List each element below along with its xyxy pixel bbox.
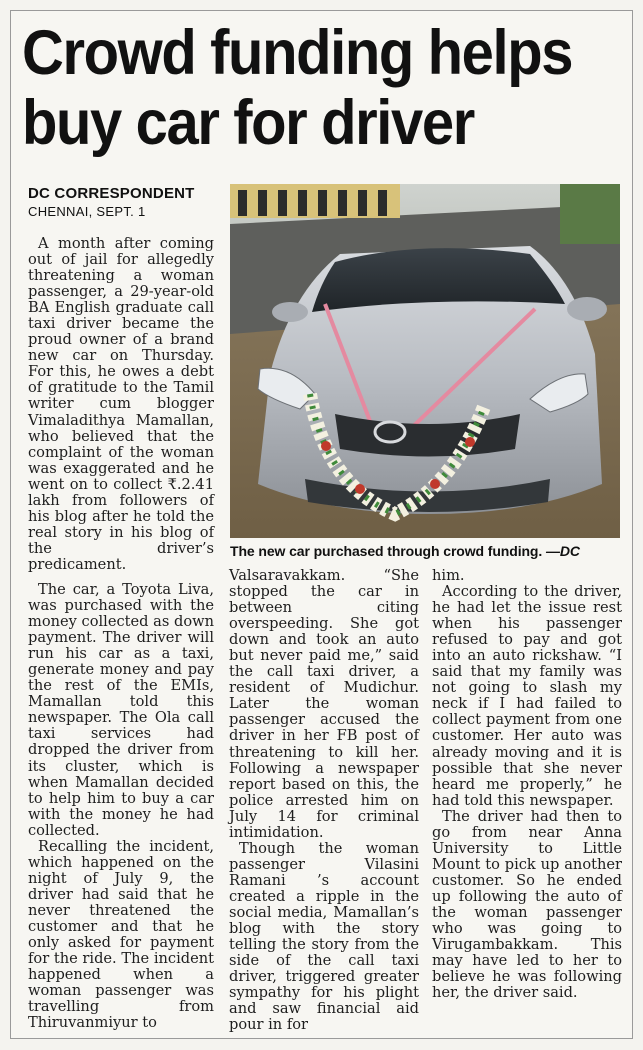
byline-name: DC CORRESPONDENT xyxy=(28,185,195,202)
column-2 xyxy=(229,568,419,1033)
caption-credit: —DC xyxy=(545,543,580,559)
headline-line-1: Crowd funding helps xyxy=(22,18,573,88)
headline xyxy=(22,18,583,158)
caption-text: The new car purchased through crowd funding. xyxy=(230,543,543,559)
headline-line-2: buy car for driver xyxy=(22,88,474,158)
byline-place: CHENNAI, SEPT. 1 xyxy=(28,204,146,219)
paragraph: Recalling the incident, which happened on the night of July 9, the driver had said that he never threatened the customer and that he only asked for payment for the ride. The incident happened when a woman passenger was travelling from Thiruvanmiyur to xyxy=(28,837,214,1032)
photo-caption xyxy=(230,543,625,559)
car-photo-icon xyxy=(230,184,620,538)
paragraph: Though the woman passenger Vilasini Ramani ’s account created a ripple in the social media, Mamallan’s blog with the story telling the story from the side of the call taxi driver, triggered greater sympathy for his plight and saw financial aid pour in for xyxy=(229,839,419,1034)
paragraph: A month after coming out of jail for allegedly threatening a woman passenger, a 29-year-old BA English graduate call taxi driver became the proud owner of a brand new car on Thursday. For this, he owes a debt of gratitude to the Tamil writer cum blogger Vimaladithya Mamallan, who believed that the complaint of the woman was exaggerated and he went on to collect ₹.2.41 lakh from followers of his blog after he told the real story in his blog of the driver’s predicament. xyxy=(28,235,214,573)
byline xyxy=(28,185,195,221)
column-1-top xyxy=(28,236,214,573)
paragraph: him. xyxy=(432,567,465,584)
paragraph: According to the driver, he had let the issue rest when his passenger refused to pay and got into an auto rickshaw. “I said that my family was not going to slash my neck if I had failed to collect payment from one customer. Her auto was already moving and it is possible that she never heard me properly,” he had told this newspaper. xyxy=(432,583,622,809)
column-1-bottom xyxy=(28,582,214,1031)
article-photo xyxy=(230,184,620,538)
paragraph: Valsaravakkam. “She stopped the car in between citing overspeeding. She got down and took an auto but never paid me,” said the call taxi driver, a resident of Mudichur. Later the woman passenger accused the driver in her FB post of threatening to kill her. Following a newspaper report based on this, the police arrested him on July 14 for criminal intimidation. xyxy=(229,567,419,841)
paragraph: The driver had then to go from near Anna University to Little Mount to pick up another customer. So he ended up following the auto of the woman passenger who was going to Virugambakkam. This may have led to her to believe he was following her, the driver said. xyxy=(432,807,622,1002)
paragraph: The car, a Toyota Liva, was purchased with the money collected as down payment. The driver will run his car as a taxi, generate money and pay the rest of the EMIs, Mamallan told this newspaper. The Ola call taxi services had dropped the driver from its cluster, which is when Mamallan decided to help him to buy a car with the money he had collected. xyxy=(28,581,214,839)
column-3 xyxy=(432,568,622,1001)
